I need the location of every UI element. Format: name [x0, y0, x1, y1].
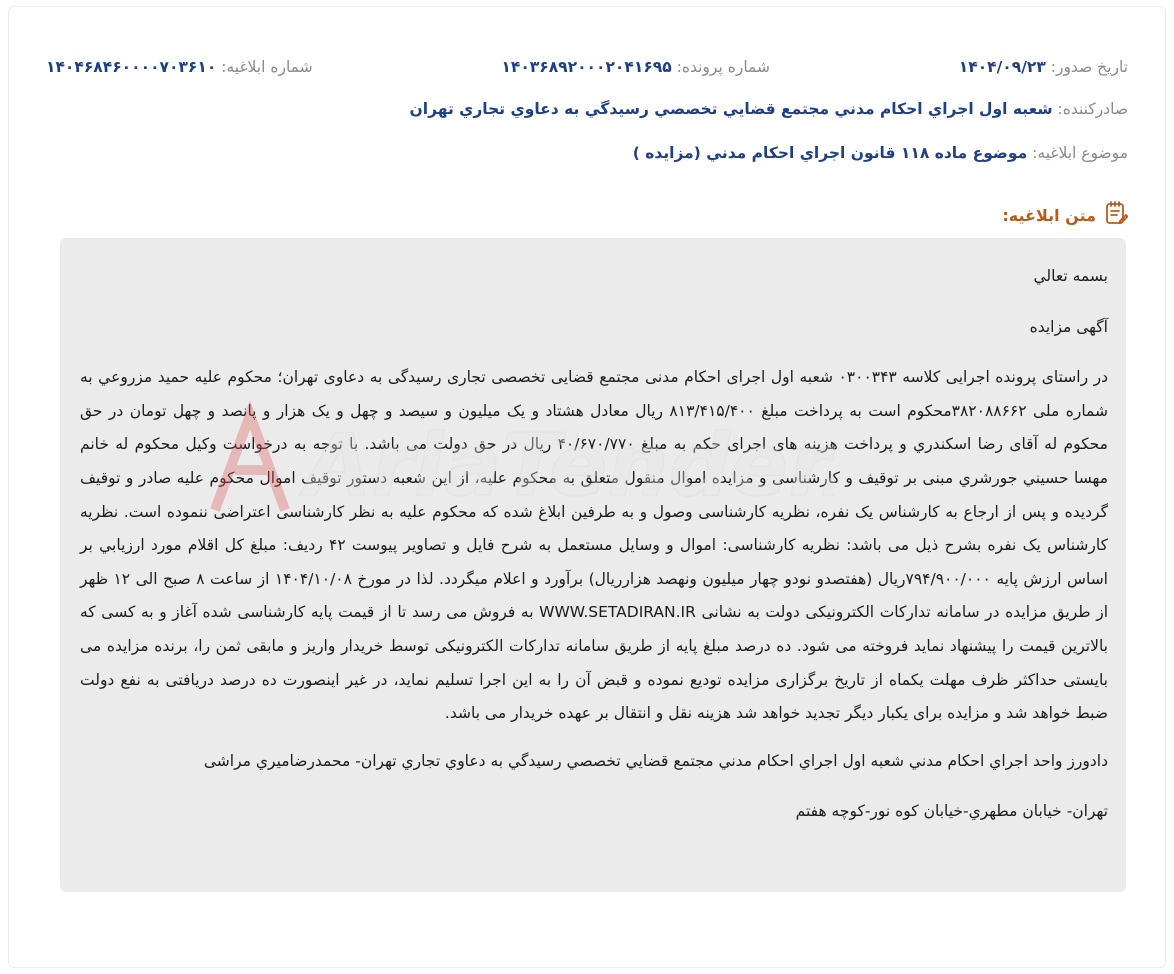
- case-number-value: ۱۴۰۳۶۸۹۲۰۰۰۲۰۴۱۶۹۵: [501, 58, 672, 76]
- svg-text:AriaTender.neT: AriaTender: [305, 416, 819, 516]
- case-number: [501, 58, 770, 76]
- subject-value: موضوع ماده ۱۱۸ قانون اجراي احکام مدني (مزايده ): [632, 144, 1028, 162]
- notice-number-value: ۱۴۰۴۶۸۴۶۰۰۰۰۷۰۳۶۱۰: [46, 58, 217, 76]
- case-number-label: شماره پرونده:: [676, 58, 770, 76]
- issuer-value: شعبه اول اجراي احکام مدني مجتمع قضايي تخصصي رسيدگي به دعاوي تجاري تهران: [409, 100, 1053, 118]
- notepad-icon: [1104, 200, 1128, 230]
- subject-label: موضوع ابلاغيه:: [1032, 144, 1128, 162]
- notice-text-title: متن ابلاغيه:: [1002, 205, 1096, 225]
- notice-text-heading: [1002, 200, 1128, 230]
- body-paragraph-main: در راستای پرونده اجرایی کلاسه ۰۳۰۰۳۴۳ شعبه اول اجرای احکام مدنی مجتمع قضایی تخصصی تجاری رسیدگی به دعاوی تهران؛ محکوم علیه حمید مزروعي به شماره ملی ۳۸۲۰۸۸۶۶۲محکوم است به پرداخت مبلغ ۸۱۳/۴۱۵/۴۰۰ ريال معادل هشتاد و یک میلیون و سیصد و چهل و یک هزار و پانصد و چهل تومان در حق محکوم له آقای رضا اسکندري و پرداخت هزینه های اجرای حکم به مبلغ ۴۰/۶۷۰/۷۷۰ ريال در حق دولت می باشد. با توجه به درخواست وکیل محکوم له خانم مهسا حسيني جورشري مبنی بر توقیف و کارشناسی و مزایده اموال منقول متعلق به محکوم علیه، از این شعبه دستور توقیف اموال محکوم علیه صادر و توقیف گردیده و پس از ارجاع به کارشناس یک نفره، نظریه کارشناسی وصول و به طرفین ابلاغ شده که محکوم علیه به نظر کارشناسی اعتراضی ننموده است. نظریه کارشناس یک نفره بشرح ذیل می باشد: نظریه کارشناسی: اموال و وسایل مستعمل به شرح فایل و تصاویر پیوست ۴۲ ردیف: مبلغ کل اقلام مورد ارزيابي بر اساس ارزش پایه ۷۹۴/۹۰۰/۰۰۰ريال (هفتصدو نودو چهار میلیون ونهصد هزارريال) برآورد و اعلام میگردد. لذا در مورخ ۱۴۰۴/۱۰/۰۸ از ساعت ۸ صبح الی ۱۲ ظهر از طریق مزایده در سامانه تدارکات الکترونیکی دولت به نشانی WWW.SETADIRAN.IR به فروش می رسد تا از قیمت پایه کارشناسی شده آغاز و به کسی که بالاترین قیمت را پیشنهاد نماید فروخته می شود. ده درصد مبلغ پایه از طریق سامانه تدارکات الکترونیکی توسط خریدار واریز و مابقی ثمن را، برنده مزایده می بایستی حداکثر ظرف مهلت یکماه از تاریخ برگزاری مزایده تودیع نموده و قبض آن را به این اجرا تسلیم نماید، در غیر اینصورت ده درصد دریافتی به نفع دولت ضبط خواهد شد و مزایده برای یکبار دیگر تجدید خواهد شد هزینه نقل و انتقال بر عهده خریدار می باشد.: [80, 368, 1109, 723]
- subject-row: [633, 144, 1128, 162]
- issuer-label: صادرکننده:: [1057, 100, 1128, 118]
- body-paragraph-greeting: بسمه تعالي: [1033, 267, 1108, 285]
- issuer-row: [410, 100, 1128, 118]
- issue-date-label: تاريخ صدور:: [1050, 58, 1128, 76]
- notice-number: [46, 58, 313, 76]
- notice-number-label: شماره ابلاغيه:: [221, 58, 313, 76]
- body-paragraph-address: تهران- خيابان مطهري-خيابان کوه نور-کوچه هفتم: [795, 802, 1108, 821]
- issue-date: [959, 58, 1128, 76]
- issue-date-value: ۱۴۰۴/۰۹/۲۳: [958, 58, 1046, 76]
- body-paragraph-title: آگهی مزایده: [1029, 317, 1108, 336]
- body-paragraph-signature: دادورز واحد اجراي احکام مدني شعبه اول اجراي احکام مدني مجتمع قضايي تخصصي رسيدگي به دعاوي تجاري تهران- محمدرضاميري مراشی: [203, 751, 1108, 770]
- header-meta-row: [46, 58, 1128, 76]
- notice-body: [60, 238, 1126, 892]
